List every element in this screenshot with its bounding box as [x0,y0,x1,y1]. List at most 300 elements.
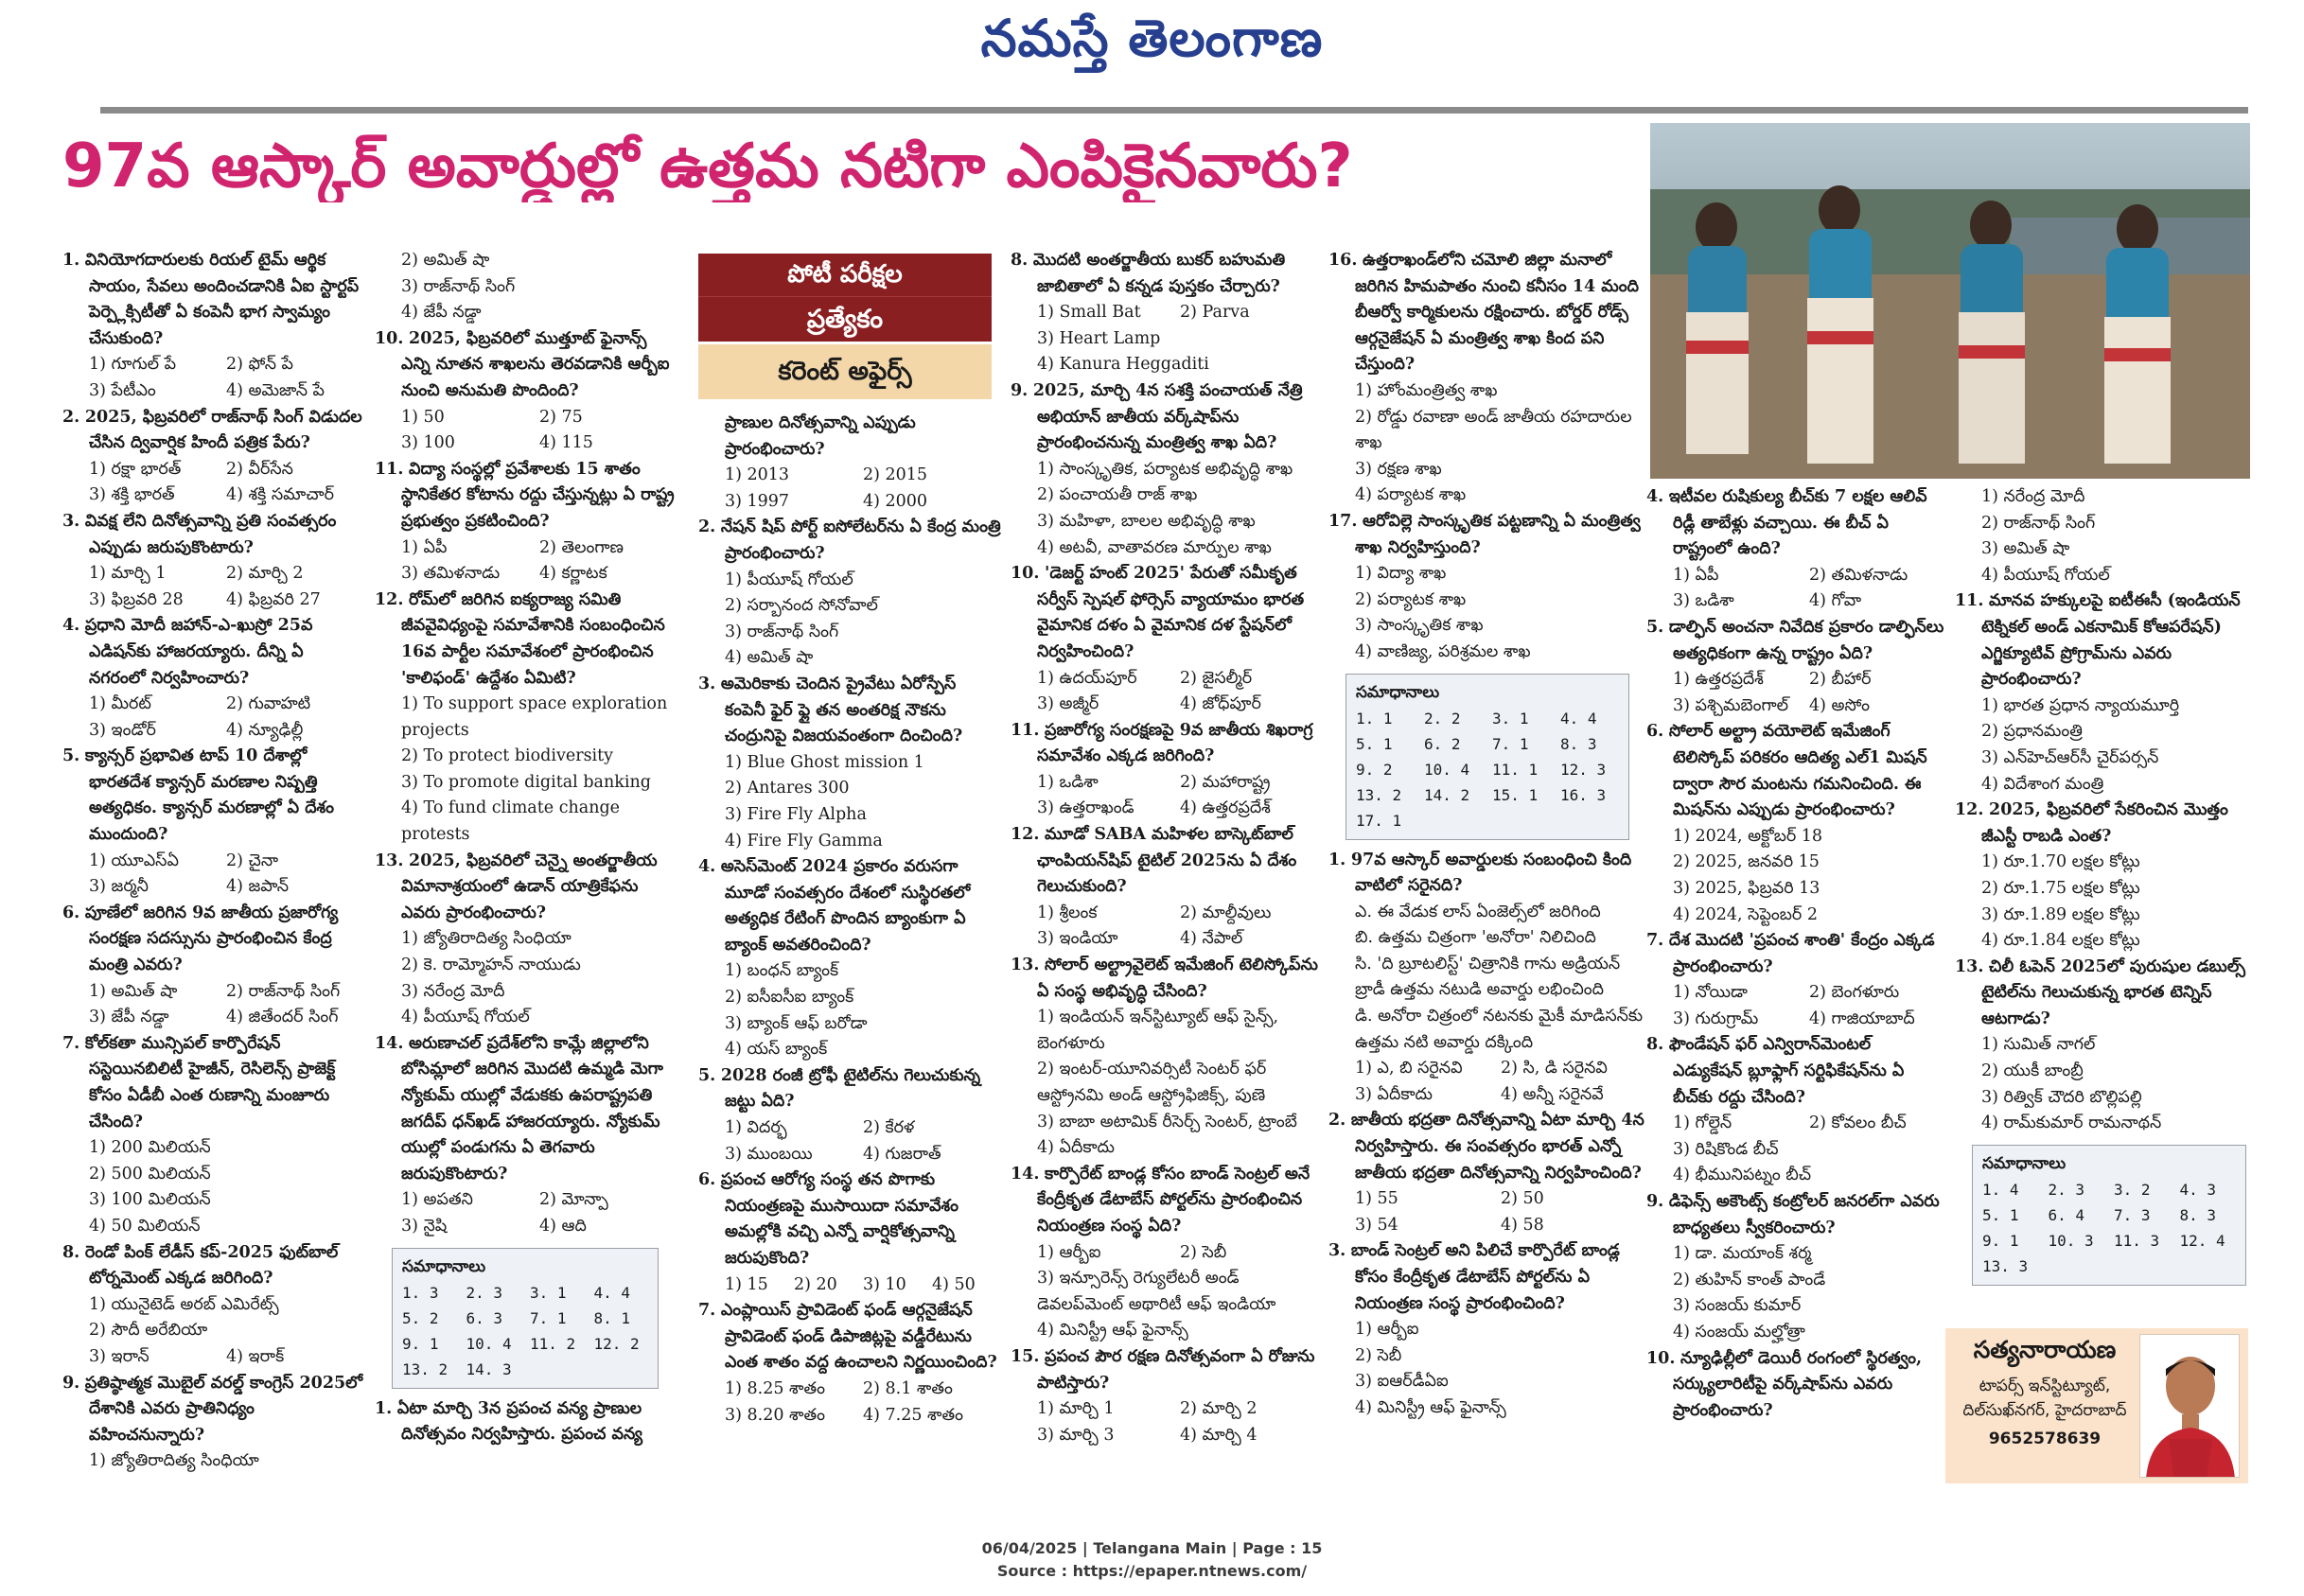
options-list [62,352,363,404]
option-item: 4) 50 [932,1274,976,1294]
photo-image [1650,123,2250,479]
question-number: 5. [698,1065,716,1085]
question-number: 2. [62,407,80,427]
options-list [1646,1111,1945,1189]
option-item: 2) తమిళనాడు [1809,565,1908,585]
question-text [1955,588,2250,693]
options-list [1955,484,2250,588]
option-item: 4) ఫిబ్రవరి 27 [226,589,321,609]
option-item: 2) సౌదీ అరేబియా [89,1321,208,1341]
option-item: 2) గువాహటి [226,694,311,714]
footer-source[interactable] [0,1562,2304,1580]
answer-item: 10. 4 [466,1334,512,1353]
answer-item: 9. 2 [1356,760,1393,779]
option-item: 3) రూ.1.89 లక్షల కోట్లు [1981,904,2140,924]
options-list [1011,457,1323,561]
question-item [698,1063,1001,1167]
option-item: 1) 15 [725,1274,768,1294]
option-item: 4) అమెజాన్ పే [226,380,325,400]
question-text [1646,1032,1945,1111]
option-item: 4) సంజయ్ మల్హోత్రా [1673,1323,1805,1342]
question-number: 1. [1328,850,1346,869]
answers-box [1972,1145,2246,1286]
option-item: 1) 50 [401,407,445,427]
question-number: 1. [62,251,80,270]
option-item: 3) 100 [401,433,455,453]
option-item: 1) మార్చి 1 [1037,1399,1115,1419]
question-number: 10. [1646,1348,1676,1368]
answers-box [1345,674,1629,840]
options-list [1646,1241,1945,1345]
option-item: 4) జితేందర్ సింగ్ [226,1008,339,1027]
option-item: 2) To protect biodiversity [401,746,614,766]
option-item: 2) ప్రధానమంత్రి [1981,722,2083,742]
options-list [1011,770,1323,822]
badge-line3: కరెంట్ అఫైర్స్ [698,344,992,399]
answers-grid [402,1280,648,1382]
answer-item: 12. 3 [1560,760,1607,779]
question-number: 7. [698,1301,716,1321]
option-item: 3) ముంబయి [725,1144,813,1164]
question-body: 2025, ఫిబ్రవరిలో ముత్తూట్ ఫైనాన్స్ ఎన్ని నూతన శాఖలను తెరవడానికి ఆర్బీఐ నుంచి అనుమతి పొందింది? [401,328,670,400]
option-item: 2) Parva [1180,303,1250,323]
question-body: సోలార్ అల్ట్రావైలెట్ ఇమేజింగ్ టెలిస్కోప్‌ను ఏ సంస్థ అభివృద్ధి చేసింది? [1037,956,1318,1001]
question-body: న్యూఢిల్లీలో డెయిరీ రంగంలో స్థిరత్వం, సర్క్యులారిటీపై వర్క్‌షాప్‌ను ఎవరు ప్రారంభించారు? [1673,1348,1923,1420]
option-item: 3) రిత్విక్ చౌదరి బొల్లిపల్లి [1981,1087,2142,1107]
answer-item: 5. 2 [402,1308,439,1327]
answer-item: 12. 4 [2179,1231,2225,1250]
option-item: 3) రాజ్‌నాథ్ సింగ్ [401,276,516,296]
option-item: 1) ఎ, బి సరైనవి [1355,1059,1463,1079]
option-item: 2) అమిత్ షా [401,251,490,270]
answer-item: 6. 2 [1424,734,1461,753]
options-list [1011,300,1323,378]
option-item: 1) బంధన్ బ్యాంక్ [725,961,839,981]
question-text [1646,1189,1945,1241]
question-text [375,1396,677,1448]
column-5 [1328,248,1646,1478]
option-item: 2) మార్చి 2 [1180,1399,1258,1419]
question-text [1646,928,1945,980]
option-item: 2) యుకీ బాంబ్రీ [1981,1061,2084,1081]
answer-item: 3. 2 [2114,1180,2151,1199]
answer-item: 5. 1 [1982,1205,2019,1224]
option-item: 2) మాల్దీవులు [1180,903,1272,922]
option-item: 2) సెబీ [1355,1345,1402,1365]
option-item: 4) జపాన్ [226,877,290,897]
options-list [698,1272,1001,1299]
option-item: 2) మోన్పా [539,1190,608,1210]
question-body: బాండ్ సెంట్రల్ అని పిలిచే కార్పొరేట్ బాండ్ల కోసం కేంద్రీకృత డేటాబేస్ పోర్టల్‌ను ఏ నియంత్రణ సంస్థ ప్రారంభించింది? [1350,1241,1620,1313]
question-number: 7. [62,1033,80,1053]
option-item: 4) గాజియాబాద్ [1809,1008,1915,1028]
question-statement: డి. అనోరా చిత్రంలో నటనకు మైకీ మాడిసన్‌కు ఉత్తమ నటి అవార్డు దక్కింది [1355,1007,1644,1052]
option-item: 2) కేరళ [863,1118,915,1138]
option-item: 1) 8.25 శాతం [725,1378,825,1398]
question-body: వినియోగదారులకు రియల్ టైమ్ ఆర్థిక సాయం, సేవలు అందించడానికి ఏఐ స్టార్టప్ పెర్ప్లెక్సిటీతో ఏ కంపెనీ భాగ స్వామ్యం చేసుకుంది? [84,251,360,348]
question-text [62,405,363,457]
option-item: 2) మహారాష్ట్ర [1180,772,1271,792]
question-body: చిలీ ఓపెన్ 2025లో పురుషుల డబుల్స్ టైటిల్‌ను గెలుచుకున్న భారత టెన్నిస్ ఆటగాడు? [1981,956,2245,1028]
question-item [375,1396,677,1448]
question-text [698,515,1001,567]
option-item: 4) ఆది [539,1216,587,1236]
answer-item: 3. 1 [1492,709,1529,728]
question-number: 10. [375,328,404,348]
option-item: 3) బాబా అటామిక్ రీసెర్చ్ సెంటర్, ట్రాంబే [1037,1112,1297,1131]
question-number: 4. [62,616,80,636]
option-item: 3) ఎన్‌హెచ్‌ఆర్‌సీ చైర్‌పర్సన్ [1981,747,2159,767]
question-body: జాతీయ భద్రతా దినోత్సవాన్ని ఏటా మార్చి 4న నిర్వహిస్తారు. ఈ సంవత్సరం భారత్ ఎన్నో జాతీయ భద్రతా దినోత్సవాన్ని నిర్వహించింది? [1350,1111,1644,1183]
option-item: 4) 7.25 శాతం [863,1405,963,1425]
question-body: సోలార్ అల్ట్రా వయోలెట్ ఇమేజింగ్ టెలిస్కోప్ పరికరం ఆదిత్య ఎల్1 మిషన్ ద్వారా సౌర మంటను గమనించింది. ఈ మిషన్‌ను ఎప్పుడు ప్రారంభించారు? [1668,722,1927,820]
answer-item: 7. 1 [1492,734,1529,753]
option-item: 1) గోల్డెన్ [1673,1114,1732,1133]
option-item: 1) మార్చి 1 [89,564,167,584]
question-body: పూణేలో జరిగిన 9వ జాతీయ ప్రజారోగ్య సంరక్షణ సదస్సును ప్రారంభించిన కేంద్ర మంత్రి ఎవరు? [84,903,339,975]
section-badge [698,254,992,399]
column-2 [375,248,677,1478]
question-number: 5. [1646,617,1664,637]
photo-dancers [1650,123,2250,479]
question-statement: సి. 'ది బ్రూటలిస్ట్' చిత్రానికి గాను అడ్రియన్ బ్రాడీ ఉత్తమ నటుడి అవార్డు లభించింది [1355,954,1621,1000]
question-text [62,1031,363,1135]
question-item [1646,484,1945,615]
option-item: 2) చైనా [226,851,279,870]
answer-item: 7. 3 [2114,1205,2151,1224]
question-body: ఏటా మార్చి 3న ప్రపంచ వన్య ప్రాణుల దినోత్సవం నిర్వహిస్తారు. ప్రపంచ వన్య [396,1398,643,1445]
question-number: 9. [62,1373,80,1393]
answer-item: 9. 1 [402,1334,439,1353]
option-item: 4) అమిత్ షా [725,648,814,668]
option-item: 4) న్యూఢిల్లీ [226,720,304,740]
option-item: 4) అటవీ, వాతావరణ మార్పుల శాఖ [1037,537,1272,557]
question-text [62,613,363,692]
question-number: 9. [1646,1192,1664,1212]
question-number: 9. [1011,380,1029,400]
option-item: 3) ఇరాన్ [89,1346,149,1366]
question-number: 8. [62,1242,80,1262]
options-list [1646,667,1945,719]
answers-label: సమాధానాలు [1982,1153,2067,1173]
footer-meta: 06/04/2025 | Telangana Main | Page : 15 [981,1539,1323,1557]
question-text [1328,1108,1646,1186]
option-item: 2) పర్యాటక శాఖ [1355,589,1467,609]
option-item: 1) విద్యా శాఖ [1355,564,1447,584]
option-item: 1) మీరట్ [89,694,151,714]
question-item [1011,953,1323,1162]
question-item [1328,1108,1646,1238]
question-body: ప్రజారోగ్య సంరక్షణపై 9వ జాతీయ శిఖరాగ్ర సమావేశం ఎక్కడ జరిగింది? [1037,720,1313,766]
option-item: 1) సాంస్కృతిక, పర్యాటక అభివృద్ధి శాఖ [1037,459,1293,479]
question-text [1955,798,2250,850]
options-list [1646,980,1945,1032]
author-avatar [2139,1334,2240,1478]
option-item: 1) ఇండియన్ ఇన్‌స్టిట్యూట్ ఆఫ్ సైన్స్, బెంగళూరు [1037,1008,1279,1053]
option-item: 1) పీయూష్ గోయల్ [725,570,853,589]
question-body: మూడో SABA మహిళల బాస్కెట్‌బాల్ ఛాంపియన్‌షిప్ టైటిల్ 2025ను ఏ దేశం గెలుచుకుంది? [1037,825,1297,897]
question-number: 17. [1328,511,1358,531]
option-item: 4) విదేశాంగ మంత్రి [1981,774,2104,794]
question-body: 2025, మార్చి 4న సశక్తి పంచాయత్ నేత్రి అభియాన్ జాతీయ వర్క్‌షాప్‌ను ప్రారంభించనున్న మంత్రిత్వ శాఖ ఏది? [1032,380,1303,453]
option-item: 3) ఇండోర్ [89,720,156,740]
answer-item: 13. 2 [1356,785,1402,804]
option-item: 4) ఇరాక్ [226,1346,285,1366]
answer-item: 7. 1 [530,1308,567,1327]
answer-item: 15. 1 [1492,785,1539,804]
option-item: 2) రాజ్‌నాథ్ సింగ్ [226,981,341,1001]
question-text [1328,848,1646,900]
question-number: 13. [1955,956,1984,976]
question-item [375,248,677,326]
question-number: 12. [1011,825,1040,845]
question-number: 15. [1011,1346,1040,1366]
option-item: 1) Small Bat [1037,303,1141,323]
option-item: 1) అపతని [401,1190,473,1210]
question-continued [698,411,1001,515]
question-number: 16. [1328,251,1358,270]
question-text [1328,248,1646,378]
option-item: 1) 2024, అక్టోబర్ 18 [1673,826,1823,846]
author-name: సత్యనారాయణ [1973,1336,2117,1363]
option-item: 4) 2000 [863,491,928,511]
options-list [1646,824,1945,928]
question-text [698,1167,1001,1272]
option-item: 4) 2024, సెప్టెంబర్ 2 [1673,904,1818,924]
question-number: 8. [1646,1035,1664,1055]
author-institute: టాపర్స్ ఇన్‌స్టిట్యూట్, [1979,1377,2111,1395]
question-body: అసెస్‌మెంట్ 2024 ప్రకారం వరుసగా మూడో సంవత్సరం దేశంలో సుస్థిరతలో అత్యధిక రేటింగ్ పొందిన బ్యాంకుగా ఏ బ్యాంక్ అవతరించింది? [720,857,971,955]
column-4 [1011,248,1323,1478]
options-list [375,692,677,849]
question-text [1011,378,1323,457]
option-item: 3) బ్యాంక్ ఆఫ్ బరోడా [725,1013,868,1033]
option-item: 1) ఉదయ్‌పూర్ [1037,668,1137,688]
option-item: 3) ఐఆర్‌డీఏఐ [1355,1372,1449,1392]
option-item: 1) హోంమంత్రిత్వ శాఖ [1355,380,1498,400]
option-item: 4) వాణిజ్య, పరిశ్రమల శాఖ [1355,641,1531,661]
option-item: 2) సి, డి సరైనవి [1501,1059,1608,1079]
option-item: 2) రాజ్‌నాథ్ సింగ్ [1981,513,2096,533]
option-item: 1) ఉత్తరప్రదేశ్ [1673,670,1764,690]
question-text [1646,719,1945,823]
options-list [698,958,1001,1062]
option-item: 4) Fire Fly Gamma [725,831,883,851]
question-body: కోల్‌కతా మున్సిపల్ కార్పొరేషన్ సస్టెయినబిలిటీ హైజీన్, రెసిలెన్స్ ప్రాజెక్ట్ కోసం ఏడీబీ ఎంత రుణాన్ని మంజూరు చేసింది? [84,1033,336,1131]
option-item: 1) నరేంద్ర మోదీ [1981,487,2085,506]
question-body: అమెరికాకు చెందిన ప్రైవేటు ఏరోస్పేస్ కంపెనీ ఫైర్ ఫ్లై తన అంతరిక్ష నౌకను చంద్రునిపై విజయవంతంగా దించింది? [720,674,963,746]
question-body: 2025, ఫిబ్రవరిలో చెన్నై అంతర్జాతీయ విమానాశ్రయంలో ఉడాన్ యాత్రికేఫను ఎవరు ప్రారంభించారు? [401,851,658,922]
option-item: 3) 10 [863,1274,906,1294]
question-item [1011,822,1323,953]
option-item: 4) గుజరాత్ [863,1144,941,1164]
question-item [698,1167,1001,1298]
column-3 [698,411,1001,1480]
answer-item: 12. 2 [593,1334,640,1353]
option-item: 3) రక్షణ శాఖ [1355,459,1442,479]
question-number: 14. [1011,1164,1040,1184]
question-body: అరుణాచల్ ప్రదేశ్‌లోని కామ్లే జిల్లాలోని బోసిమ్లాలో జరిగిన మొదటి ఉమ్మడి మెగా న్యోకుమ్ యుల్లో వేడుకకు ఉపరాష్ట్రపతి జగదీప్ ధన్‌ఖడ్ హాజరయ్యారు. న్యోకుమ్ యుల్లో పండుగను ఏ తెగవారు జరుపుకొంటారు? [401,1033,663,1184]
answer-item: 17. 1 [1356,811,1402,830]
option-item: 4) ఉత్తరప్రదేశ్ [1180,798,1271,818]
page-headline: 97వ ఆస్కార్ అవార్డుల్లో ఉత్తమ నటిగా ఎంపికైనవారు? [62,132,1353,202]
question-text [1011,953,1323,1005]
option-item: 2) జైసల్మీర్ [1180,668,1253,688]
option-item: 2) 2015 [863,465,928,485]
question-number: 2. [698,517,716,537]
option-item: 1) అమిత్ షా [89,981,178,1001]
options-list [62,979,363,1031]
question-body: 2025, ఫిబ్రవరిలో రాజ్‌నాథ్ సింగ్ విడుదల చేసిన ద్వివార్షిక హిందీ పత్రిక పేరు? [84,407,362,453]
column-7 [1955,484,2250,1317]
answer-item: 4. 3 [2179,1180,2217,1199]
question-number: 6. [62,903,80,922]
option-item: 1) యునైటెడ్ అరబ్ ఎమిరేట్స్ [89,1294,279,1314]
options-list [62,849,363,901]
option-item: 3) 100 మిలియన్ [89,1190,211,1210]
option-item: 1) ఆర్బీఐ [1355,1320,1419,1340]
option-item: 4) జోధ్‌పూర్ [1180,694,1261,714]
options-list [1011,1005,1323,1162]
question-text [1328,509,1646,561]
options-list [698,1377,1001,1429]
option-item: 1) To support space exploration projects [401,694,668,740]
option-item: 4) మార్చి 4 [1180,1425,1258,1445]
author-location: దిల్‌సుఖ్‌నగర్, హైదరాబాద్ [1962,1401,2127,1420]
question-item [375,457,677,588]
question-body: మానవ హక్కులపై ఐటీఈసీ (ఇండియన్ టెక్నికల్ అండ్ ఎకనామిక్ కోఆపరేషన్) ఎగ్జిక్యూటివ్ ప్రోగ్రామ్‌ను ఎవరు ప్రారంభించారు? [1981,591,2241,690]
answer-item: 2. 2 [1424,709,1461,728]
answer-item: 11. 3 [2114,1231,2160,1250]
option-item: 3) పేటీఎం [89,380,156,400]
option-item: 3) ఏదీకాదు [1355,1084,1433,1104]
options-list [375,405,677,457]
question-body: రెండో పింక్ లేడీస్ కప్-2025 ఫుట్‌బాల్ టోర్నమెంట్ ఎక్కడ జరిగింది? [84,1242,339,1289]
option-item: 3) ఫిబ్రవరి 28 [89,589,184,609]
question-number: 3. [62,511,80,531]
answer-item: 13. 3 [1982,1256,2029,1275]
option-item: 3) Fire Fly Alpha [725,804,867,824]
question-number: 8. [1011,251,1029,270]
question-item [1011,248,1323,378]
options-list [1955,850,2250,954]
answer-item: 11. 2 [530,1334,576,1353]
option-item: 2) పంచాయతీ రాజ్ శాఖ [1037,485,1198,505]
question-text [62,901,363,979]
options-list [1011,666,1323,718]
answer-item: 1. 4 [1982,1180,2019,1199]
question-text [1011,718,1323,770]
question-item [1328,1238,1646,1421]
option-item: 3) పశ్చిమబెంగాల్ [1673,695,1788,715]
question-body: ఉత్తరాఖండ్‌లోని చమోలి జిల్లా మనాలో జరిగిన హిమపాతం నుంచి కనీసం 14 మంది బీఆర్వో కార్మికులను రక్షించారు. బోర్డర్ రోడ్స్ ఆర్గనైజేషన్ ఏ మంత్రిత్వ శాఖ కింద పని చేస్తుంది? [1355,251,1639,375]
option-item: 2) సర్బానంద సోనోవాల్ [725,596,878,616]
question-item [698,1298,1001,1429]
option-item: 4) యస్ బ్యాంక్ [725,1040,828,1060]
option-item: 3) 54 [1355,1215,1398,1235]
question-text [375,849,677,927]
option-item: 4) 50 మిలియన్ [89,1216,201,1236]
option-item: 1) శ్రీలంక [1037,903,1098,922]
option-item: 2) బెంగళూరు [1809,983,1900,1003]
answer-item: 5. 1 [1356,734,1393,753]
answer-item: 2. 3 [466,1283,503,1302]
question-item [1011,378,1323,561]
options-list [1328,378,1646,509]
question-text [1011,561,1323,665]
question-item [1011,561,1323,718]
question-number: 11. [375,459,404,479]
question-item [375,588,677,849]
question-item [1328,248,1646,509]
option-item: 2) రోడ్డు రవాణా అండ్ జాతీయ రహదారుల శాఖ [1355,407,1632,453]
column-1 [62,248,363,1478]
question-body: 97వ ఆస్కార్ అవార్డులకు సంబంధించి కింది వాటిలో సరైనది? [1350,850,1632,896]
question-item [62,509,363,613]
badge-line2: ప్రత్యేకం [698,296,992,342]
question-item [375,326,677,457]
options-list [1328,1056,1646,1108]
question-text [698,672,1001,750]
question-item [1646,1189,1945,1346]
question-number: 10. [1011,564,1040,584]
answers-label: సమాధానాలు [402,1256,486,1276]
options-list [62,561,363,613]
question-item [62,901,363,1031]
option-item: 2) వీర్‌సేన [226,459,293,479]
option-item: 3) జేపీ నడ్డా [89,1008,169,1027]
options-list [1011,1240,1323,1344]
question-number: 1. [375,1398,393,1418]
question-item [1955,588,2250,798]
question-text [375,457,677,535]
options-list [375,1187,677,1239]
option-item: 2) తెలంగాణ [539,537,624,557]
question-text [698,1063,1001,1115]
question-item [1646,928,1945,1032]
option-item: 3) జర్మనీ [89,877,149,897]
question-item [1955,798,2250,955]
options-list [698,1115,1001,1167]
option-item: 3) తమిళనాడు [401,564,501,584]
answer-item: 16. 3 [1560,785,1607,804]
option-item: 1) గూగుల్ పే [89,355,177,375]
options-list [62,692,363,744]
options-list [1955,1032,2250,1136]
option-item: 1) సుమిత్ నాగల్ [1981,1035,2096,1055]
question-number: 4. [1646,487,1664,506]
question-statement: ఎ. ఈ వేడుక లాస్ ఏంజెల్స్‌లో జరిగింది [1355,902,1601,921]
question-item [698,854,1001,1063]
option-item: 3) మార్చి 3 [1037,1425,1115,1445]
answers-grid [1356,706,1619,833]
answer-item: 8. 1 [593,1308,631,1327]
option-item: 1) 200 మిలియన్ [89,1138,211,1158]
option-item: 3) అజ్మీర్ [1037,694,1099,714]
question-item [1646,719,1945,928]
options-list [698,463,1001,515]
option-item: 1) ఒడిశా [1037,772,1099,792]
question-text [62,509,363,561]
answers-label: సమాధానాలు [1356,682,1440,702]
question-item [1955,955,2250,1137]
footer-source-link[interactable]: Source : https://epaper.ntnews.com/ [996,1562,1308,1580]
answer-item: 11. 1 [1492,760,1539,779]
question-text [62,1240,363,1292]
option-item: 3) ఒడిశా [1673,591,1734,611]
question-statement: బి. ఉత్తమ చిత్రంగా 'అనోరా' నిలిచింది [1355,928,1596,948]
option-item: 1) విదర్భ [725,1118,787,1138]
